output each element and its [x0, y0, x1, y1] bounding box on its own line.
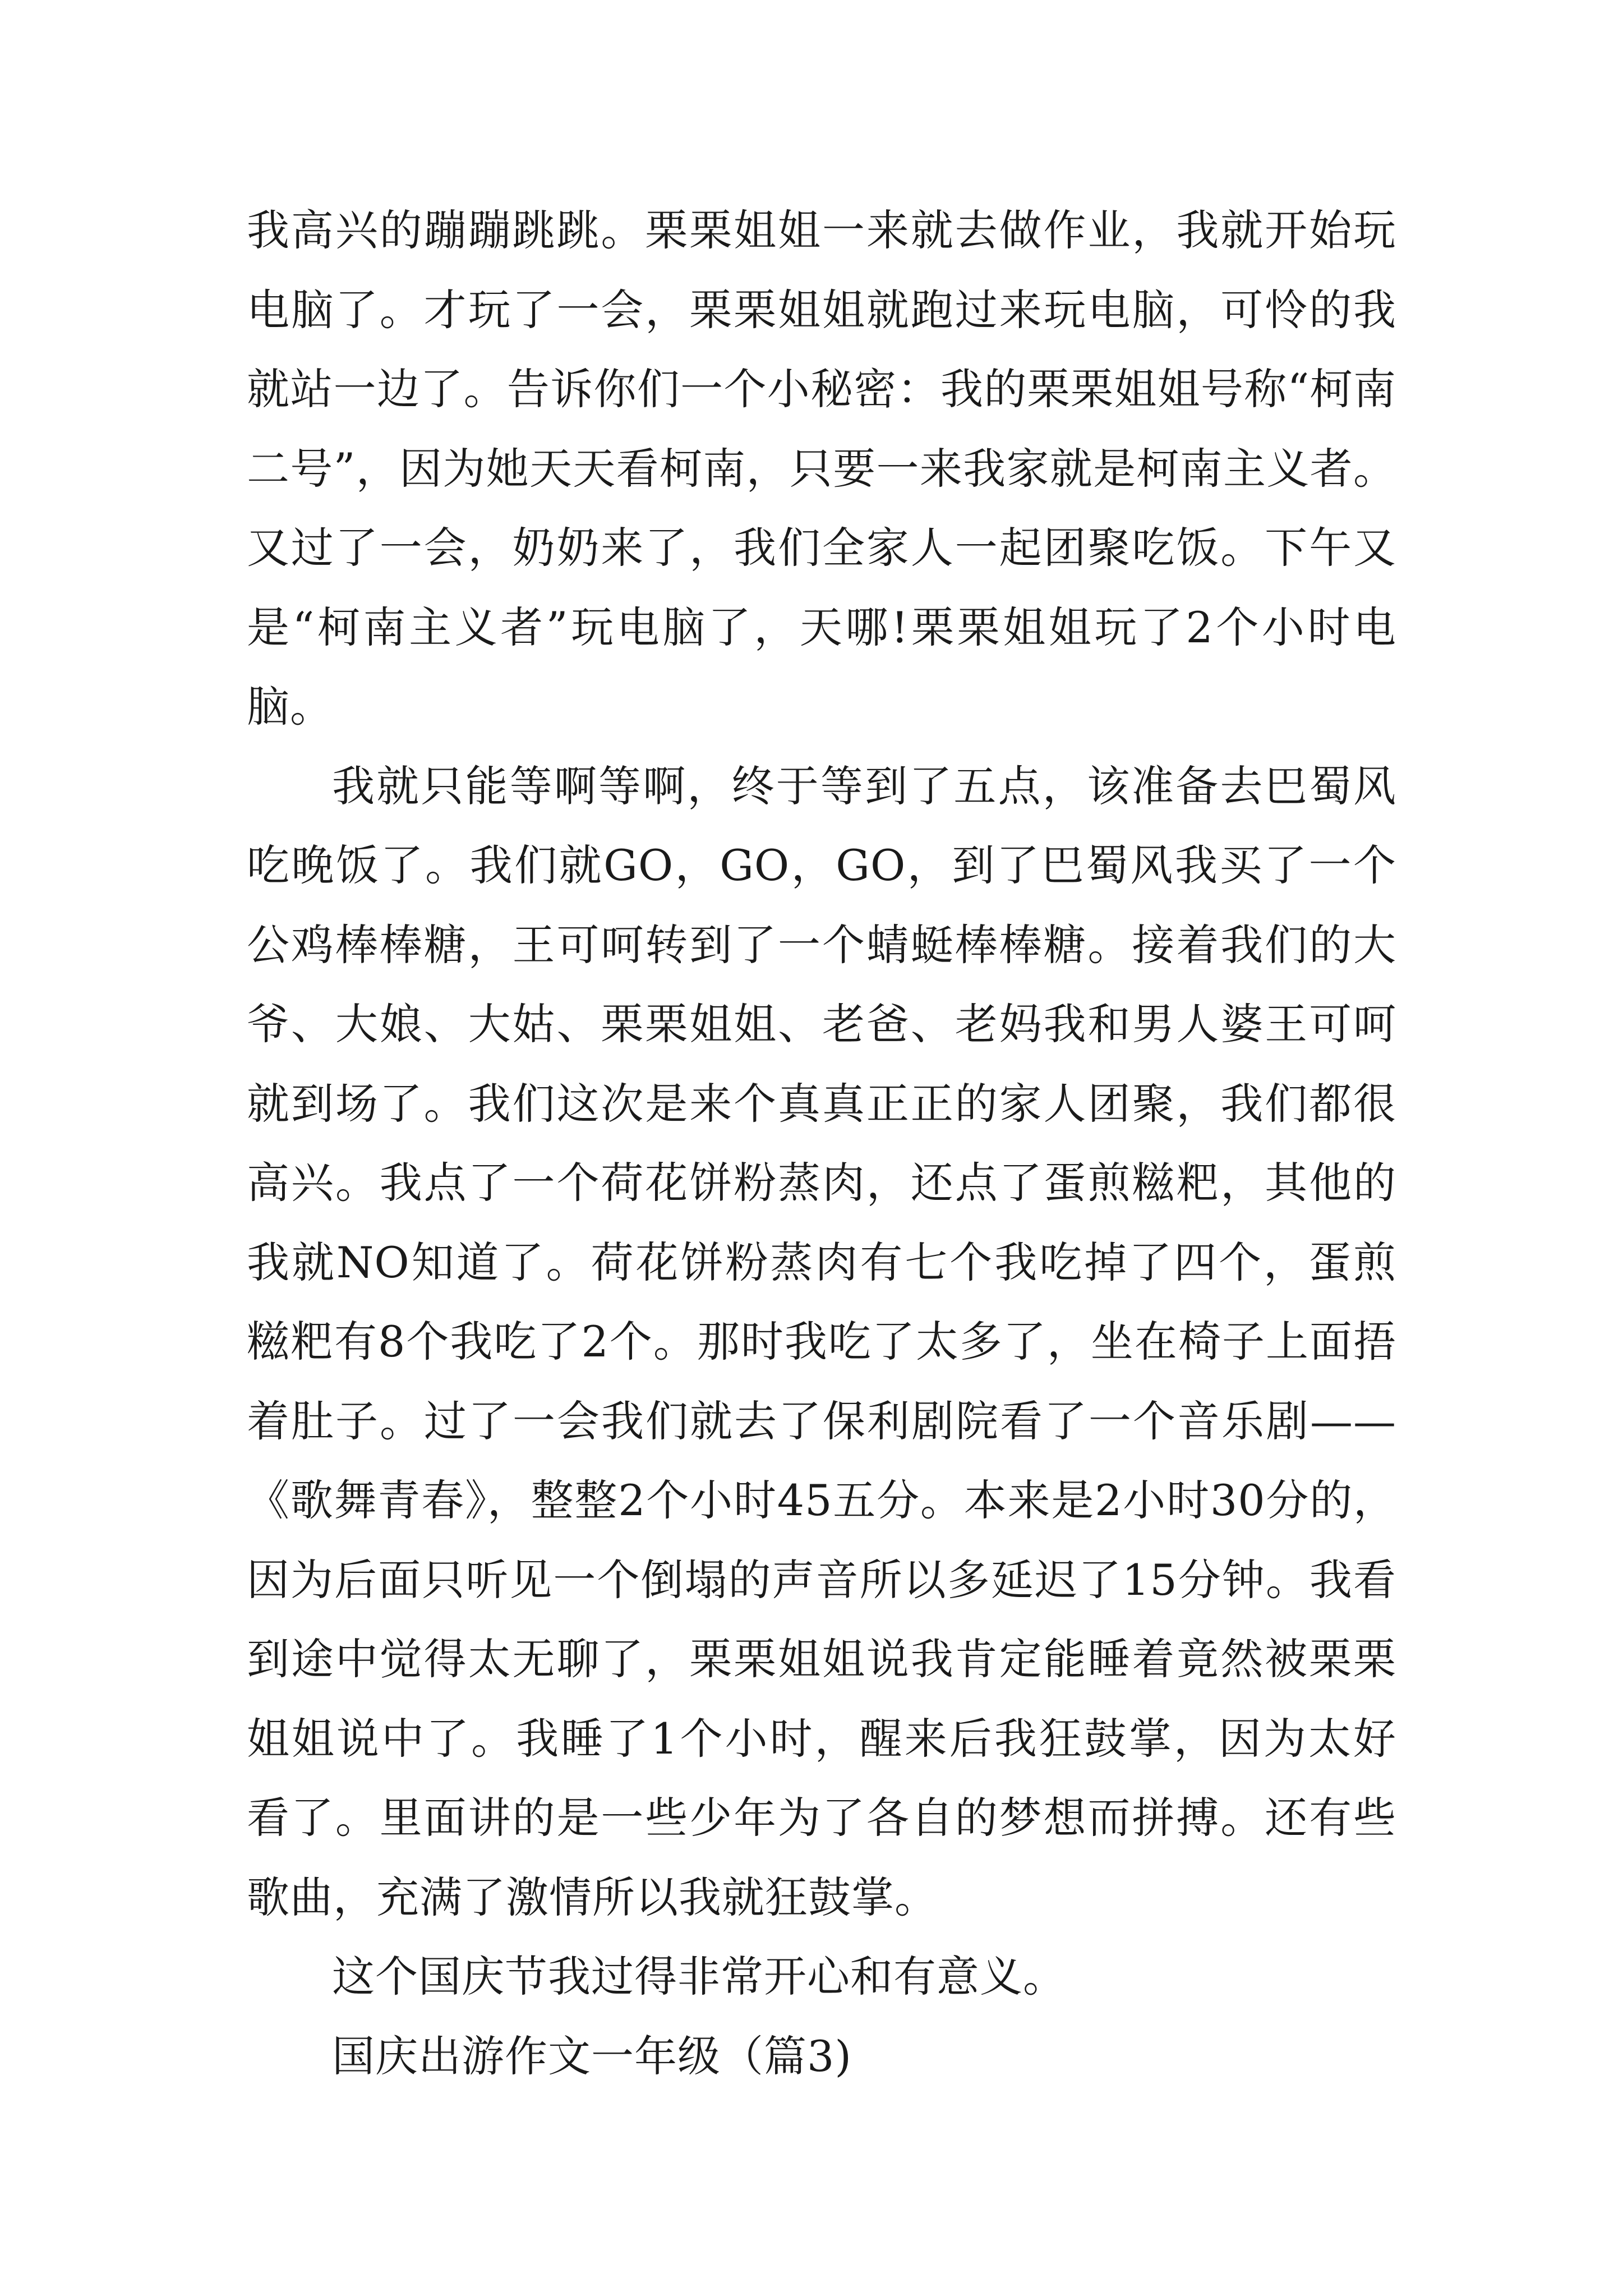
document-body: [247, 191, 1396, 2096]
paragraph-conclusion: 这个国庆节我过得非常开心和有意义。: [332, 1952, 1066, 2001]
section-heading: 国庆出游作文一年级（篇3): [332, 2031, 852, 2081]
paragraph-continued: 我高兴的蹦蹦跳跳。栗栗姐姐一来就去做作业，我就开始玩电脑了。才玩了一会，栗栗姐姐就跑过来玩电脑，可怜的我就站一边了。告诉你们一个小秘密：我的栗栗姐姐号称“柯南二号”，因为她天天看柯南，只要一来我家就是柯南主义者。又过了一会，奶奶来了，我们全家人一起团聚吃饭。下午又是“柯南主义者”玩电脑了，天哪!栗栗姐姐玩了2个小时电脑。: [247, 205, 1396, 731]
paragraph-dinner-and-musical: 我就只能等啊等啊，终于等到了五点，该准备去巴蜀风吃晚饭了。我们就GO，GO，GO，到了巴蜀风我买了一个公鸡棒棒糖，王可呵转到了一个蜻蜓棒棒糖。接着我们的大爷、大娘、大姑、栗栗姐姐、老爸、老妈我和男人婆王可呵就到场了。我们这次是来个真真正正的家人团聚，我们都很高兴。我点了一个荷花饼粉蒸肉，还点了蛋煎糍粑，其他的我就NO知道了。荷花饼粉蒸肉有七个我吃掉了四个，蛋煎糍粑有8个我吃了2个。那时我吃了太多了，坐在椅子上面捂着肚子。过了一会我们就去了保利剧院看了一个音乐剧——《歌舞青春》，整整2个小时45五分。本来是2小时30分的，因为后面只听见一个倒塌的声音所以多延迟了15分钟。我看到途中觉得太无聊了，栗栗姐姐说我肯定能睡着竟然被栗栗姐姐说中了。我睡了1个小时，醒来后我狂鼓掌，因为太好看了。里面讲的是一些少年为了各自的梦想而拼搏。还有些歌曲，充满了激情所以我就狂鼓掌。: [247, 761, 1396, 1922]
